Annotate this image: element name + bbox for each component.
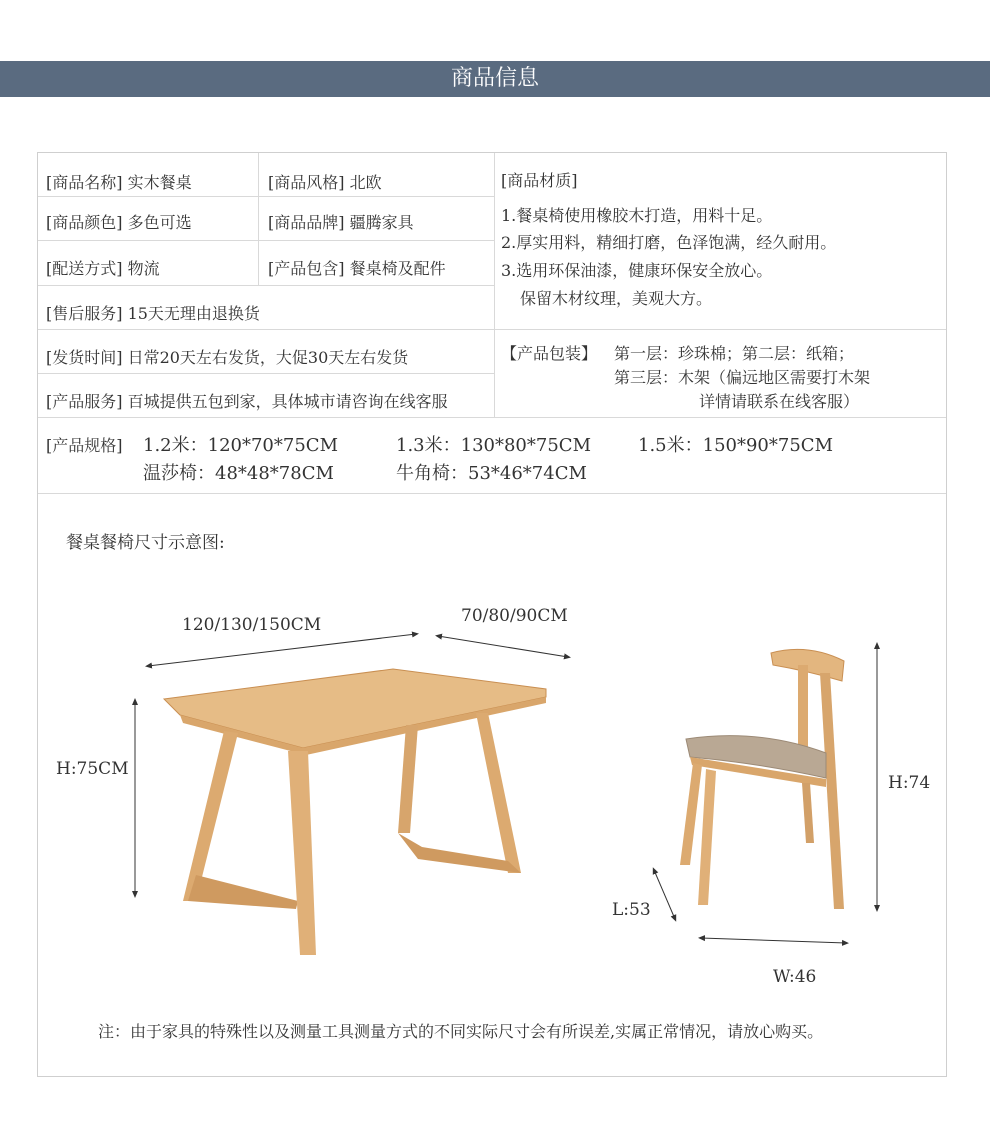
packaging-line-2: 第三层：木架（偏远地区需要打木架 bbox=[614, 368, 871, 387]
dimension-diagram bbox=[38, 153, 946, 1076]
section-banner bbox=[0, 61, 990, 97]
spec-5: 牛角椅：53*46*74CM bbox=[396, 463, 587, 484]
chair-length-arrow bbox=[654, 870, 675, 919]
field-style: [商品风格] 北欧 bbox=[268, 173, 382, 192]
table-width-arrow bbox=[438, 636, 568, 657]
table-height-label: H:75CM bbox=[56, 759, 129, 779]
spec-3: 1.5米：150*90*75CM bbox=[638, 435, 833, 456]
packaging-label: 【产品包装】 bbox=[501, 344, 598, 363]
dining-table-illustration bbox=[164, 669, 546, 955]
material-line-1: 1.餐桌椅使用橡胶木打造，用料十足。 bbox=[501, 206, 773, 225]
field-ship-time: [发货时间] 日常20天左右发货，大促30天左右发货 bbox=[46, 348, 409, 367]
field-service: [产品服务] 百城提供五包到家，具体城市请咨询在线客服 bbox=[46, 392, 448, 411]
chair-length-label: L:53 bbox=[612, 900, 651, 920]
chair-width-arrow bbox=[701, 938, 846, 943]
chair-illustration bbox=[680, 649, 844, 909]
chair-width-label: W:46 bbox=[773, 967, 817, 987]
field-delivery: [配送方式] 物流 bbox=[46, 259, 160, 278]
field-brand: [商品品牌] 疆腾家具 bbox=[268, 213, 414, 232]
field-color: [商品颜色] 多色可选 bbox=[46, 213, 192, 232]
spec-1: 1.2米：120*70*75CM bbox=[143, 435, 338, 456]
spec-4: 温莎椅：48*48*78CM bbox=[143, 463, 334, 484]
diagram-title: 餐桌餐椅尺寸示意图: bbox=[66, 533, 225, 553]
table-width-label: 70/80/90CM bbox=[461, 606, 568, 626]
material-line-4: 保留木材纹理，美观大方。 bbox=[520, 289, 713, 308]
section-title: 商品信息 bbox=[450, 66, 539, 91]
table-length-label: 120/130/150CM bbox=[182, 615, 322, 635]
specs-label: [产品规格] bbox=[46, 436, 123, 455]
product-info-table bbox=[37, 152, 947, 1077]
material-label: [商品材质] bbox=[501, 171, 578, 190]
material-line-2: 2.厚实用料，精细打磨，色泽饱满，经久耐用。 bbox=[501, 233, 837, 252]
field-name: [商品名称] 实木餐桌 bbox=[46, 173, 192, 192]
packaging-line-3: 详情请联系在线客服） bbox=[699, 392, 860, 411]
chair-height-label: H:74 bbox=[888, 773, 931, 793]
material-line-3: 3.选用环保油漆，健康环保安全放心。 bbox=[501, 261, 773, 280]
packaging-line-1: 第一层：珍珠棉；第二层：纸箱； bbox=[614, 344, 855, 363]
field-contents: [产品包含] 餐桌椅及配件 bbox=[268, 259, 446, 278]
table-length-arrow bbox=[148, 634, 416, 666]
disclaimer-note: 注：由于家具的特殊性以及测量工具测量方式的不同实际尺寸会有所误差,实属正常情况，请放心购买。 bbox=[98, 1022, 824, 1041]
spec-2: 1.3米：130*80*75CM bbox=[396, 435, 591, 456]
field-after-sales: [售后服务] 15天无理由退换货 bbox=[46, 304, 260, 323]
